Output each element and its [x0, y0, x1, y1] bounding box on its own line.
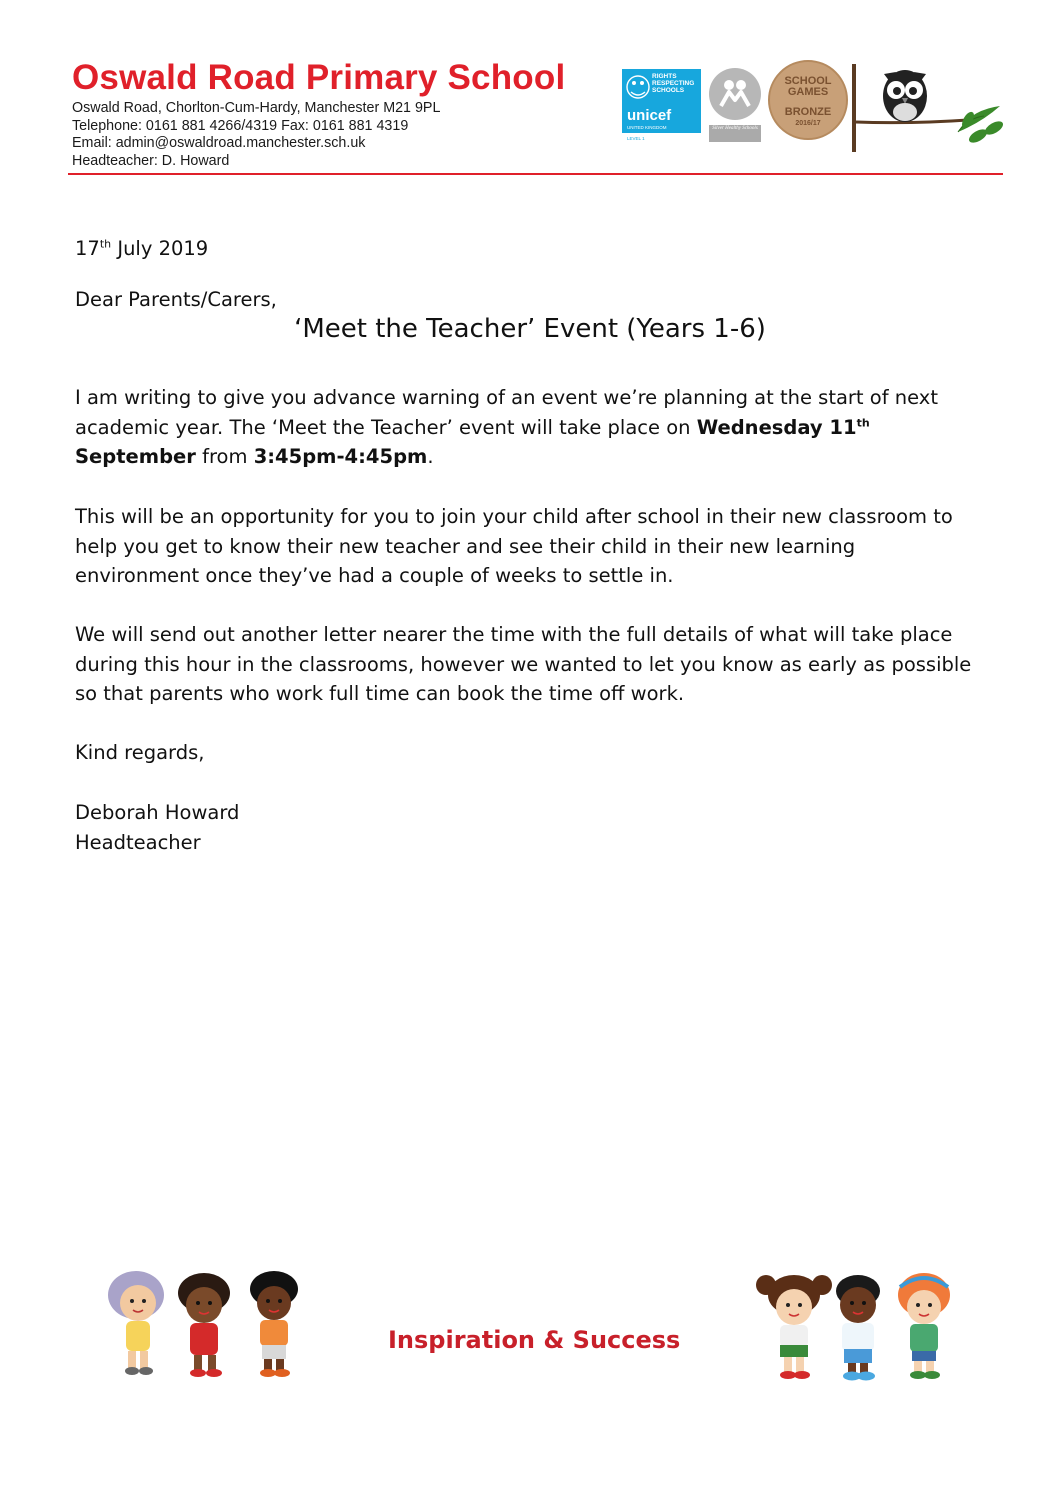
p1-text-a: I am writing to give you advance warning of an event we’re planning at the start of next academic year. The ‘Meet the Teacher’ event will take place on: [75, 386, 938, 439]
p1-text-b: from: [195, 445, 254, 468]
child-girl-red-hair: [898, 1273, 950, 1379]
event-time: 3:45pm-4:45pm: [253, 445, 428, 468]
event-date-day: Wednesday 11: [696, 415, 857, 439]
children-illustration-right: [748, 1265, 968, 1390]
date-day: 17: [75, 237, 100, 260]
contact-details: [72, 100, 440, 170]
rights-respecting-schools-badge: [622, 69, 701, 141]
paragraph-opportunity: This will be an opportunity for you to join your child after school in their new classroom to help you get to know their new teacher and see their child in their new learning environment once they’ve had a couple of weeks to settle in.: [75, 505, 953, 587]
owl-on-branch-icon: [850, 60, 1010, 156]
date-suffix: th: [99, 237, 112, 251]
letterhead-divider: [68, 173, 1003, 175]
rrs-level-text: LEVEL 1: [627, 136, 645, 141]
rrs-badge-text: RIGHTS RESPECTING SCHOOLS: [652, 73, 695, 94]
healthy-figures-icon: [709, 68, 761, 120]
school-headteacher: Headteacher: D. Howard: [72, 152, 230, 169]
healthy-schools-badge: [709, 68, 761, 120]
signer-title: Headteacher: [75, 830, 201, 854]
date-month-year: July 2019: [111, 237, 209, 260]
school-email: Email: admin@oswaldroad.manchester.sch.uk: [72, 135, 366, 152]
children-illustration-left: [96, 1265, 312, 1385]
letter-date: [75, 234, 980, 264]
school-games-badge: [768, 60, 848, 140]
signature-block: [75, 798, 980, 857]
letter-heading: ‘Meet the Teacher’ Event (Years 1-6): [294, 314, 766, 344]
child-boy-curly-hair: [250, 1271, 298, 1377]
closing: Kind regards,: [75, 741, 205, 764]
letterhead: [0, 0, 1058, 180]
paragraph-further-details: We will send out another letter nearer the time with the full details of what will take place during this hour in the classrooms, however we wanted to let you know as early as possible so that parents who work full time can book the time off work.: [75, 623, 972, 705]
child-girl-dark-hair: [178, 1273, 230, 1377]
unicef-country-text: UNITED KINGDOM: [627, 125, 667, 130]
event-date-suffix: th: [856, 416, 870, 429]
globe-children-icon: [625, 72, 651, 102]
paragraph-event-date: [75, 383, 980, 472]
school-games-year: 2016/17: [795, 120, 821, 127]
unicef-logo-text: unicef: [627, 107, 672, 124]
p1-text-c: .: [427, 445, 434, 468]
child-boy-center: [836, 1275, 880, 1381]
salutation: Dear Parents/Carers,: [75, 288, 277, 311]
child-girl-purple-hair: [108, 1271, 164, 1375]
school-telephone: Telephone: 0161 881 4266/4319 Fax: 0161 881 4319: [72, 117, 409, 134]
school-name: Oswald Road Primary School: [72, 58, 566, 97]
school-motto: Inspiration & Success: [388, 1326, 681, 1354]
healthy-schools-tag: Silver Healthy Schools: [709, 125, 761, 142]
child-girl-pigtails: [756, 1275, 832, 1379]
event-date-month: September: [75, 445, 196, 468]
school-address: Oswald Road, Chorlton-Cum-Hardy, Manchester M21 9PL: [72, 100, 441, 116]
school-games-title: SCHOOL GAMES: [784, 75, 832, 98]
school-games-level: BRONZE: [784, 106, 832, 118]
signer-name: Deborah Howard: [75, 801, 240, 824]
